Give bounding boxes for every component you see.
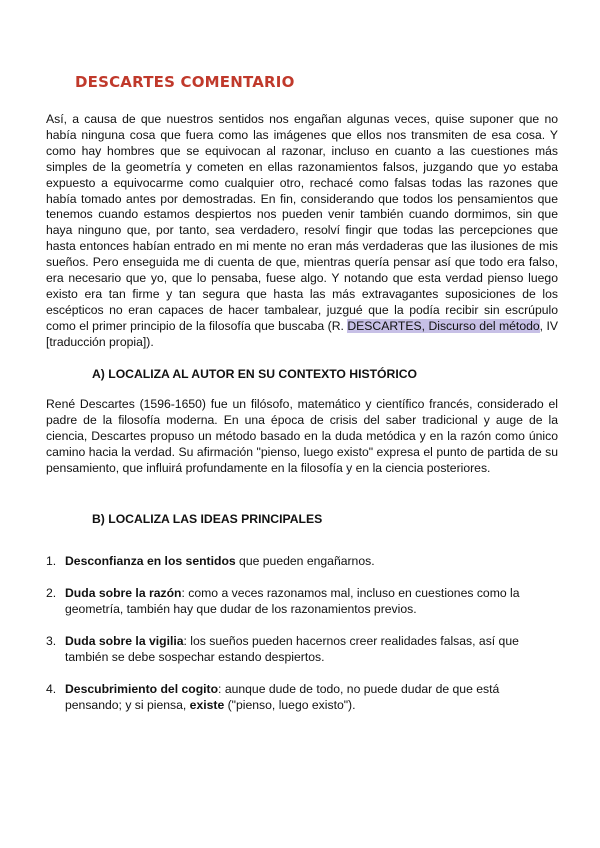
item-number: 2. [46, 586, 57, 600]
quote-text: Así, a causa de que nuestros sentidos nos engañan algunas veces, quise suponer que no había ninguna cosa que fuera como las imágenes que ellos nos transmiten de esa cosa. Y como hay hombres que se equivocan al razonar, incluso en cuanto a las cuestiones más simples de la geometría y cometen en ellas razonamientos falsos, juzgando que yo estaba expuesto a equivocarme como cualquier otro, rechacé como falsas todas las razones que había tomado antes por demostradas. En fin, considerando que todos los pensamientos que tenemos cuando estamos despiertos nos pueden venir también cuando dormimos, sin que haya ninguno que, por tanto, sea verdadero, resolví fingir que todas las percepciones que hasta entonces habían entrado en mi mente no eran más verdaderas que las ilusiones de mis sueños. Pero enseguida me di cuenta de que, mientras quería pensar así que todo era falso, era necesario que yo, que lo pensaba, fuese algo. Y notando que esta verdad pienso luego existo era tan firme y tan segura que hasta las más extravagantes suposiciones de los escépticos no eran capaces de hacer tambalear, juzgué que la podía recibir sin escrúpulo como el primer principio de la filosofía que buscaba (R. [46, 112, 558, 333]
item-bold: Duda sobre la vigilia [65, 634, 184, 648]
item-bold: Descubrimiento del cogito [65, 682, 219, 696]
item-number: 3. [46, 634, 57, 648]
item-bold: Desconfianza en los sentidos [65, 554, 236, 568]
item-text: : como a veces razonamos mal, incluso en cuestiones como la geometría, también hay que dudar de los razonamientos previos. [65, 586, 520, 616]
item-text: : aunque dude de todo, no puede dudar de que está pensando; y si piensa, [65, 682, 500, 712]
document-title: DESCARTES COMENTARIO [75, 73, 295, 91]
citation-tail: , IV [traducción propia]). [46, 318, 558, 349]
item-number: 1. [46, 554, 57, 568]
list-item [46, 682, 558, 714]
list-item [46, 554, 558, 570]
citation-highlight: DESCARTES, Discurso del método [347, 318, 540, 333]
item-text: : los sueños pueden hacernos creer realidades falsas, así que también se debe sospechar estando despiertos. [65, 634, 519, 664]
section-a-heading: A) LOCALIZA AL AUTOR EN SU CONTEXTO HISTÓRICO [92, 367, 418, 381]
item-bold-2: existe [189, 697, 225, 712]
item-text: que pueden engañarnos. [235, 554, 375, 568]
quote-paragraph [46, 112, 558, 351]
list-item [46, 586, 558, 618]
item-number: 4. [46, 682, 57, 696]
item-bold: Duda sobre la razón [65, 586, 182, 600]
list-item [46, 634, 558, 666]
section-b-heading: B) LOCALIZA LAS IDEAS PRINCIPALES [92, 512, 323, 526]
section-a-text: René Descartes (1596-1650) fue un filósofo, matemático y científico francés, considerado el padre de la filosofía moderna. En una época de crisis del saber tradicional y auge de la ciencia, Descartes propuso un método basado en la duda metódica y en la razón como único camino hacia la verdad. Su afirmación "pienso, luego existo" expresa el punto de partida de su pensamiento, que influirá profundamente en la filosofía y en la ciencia posteriores. [46, 397, 558, 475]
item-text-2: ("pienso, luego existo"). [224, 697, 356, 712]
